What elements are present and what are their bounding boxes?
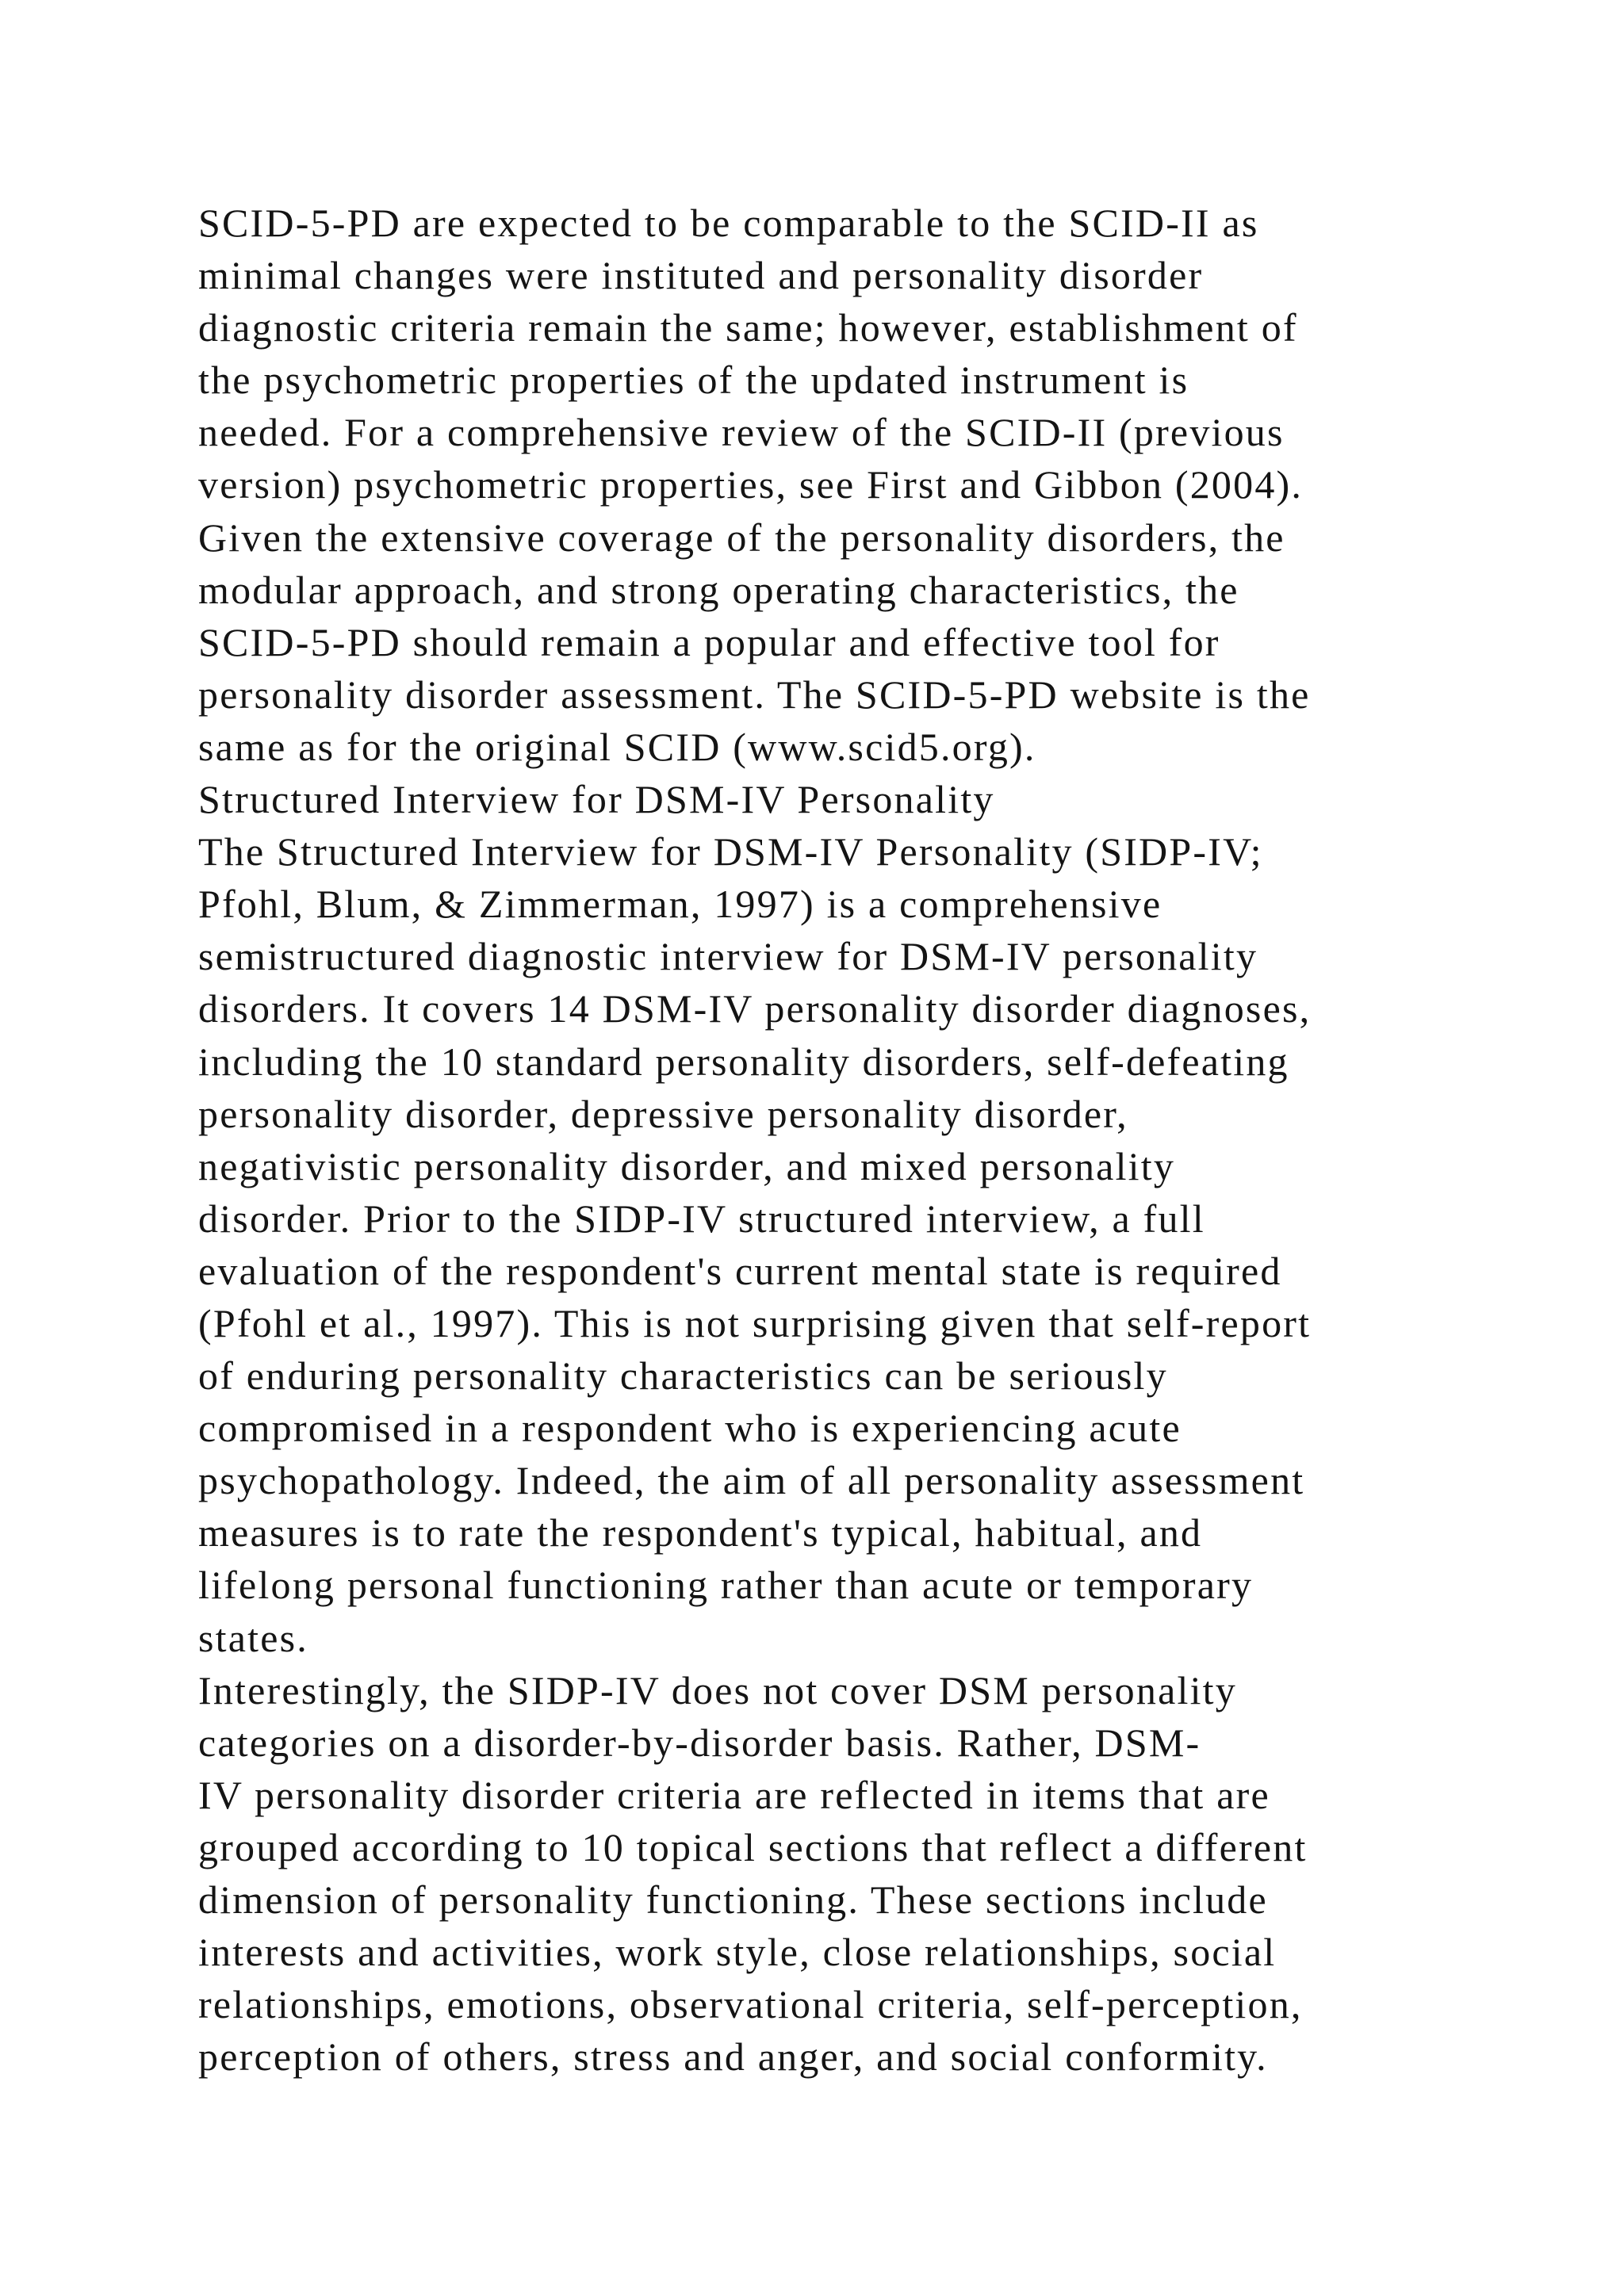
text-line: IV personality disorder criteria are reflected in items that are bbox=[198, 1772, 1270, 1817]
text-line: needed. For a comprehensive review of the SCID-II (previous bbox=[198, 410, 1285, 455]
text-line: SCID-5-PD are expected to be comparable to the SCID-II as bbox=[198, 201, 1259, 245]
text-line: interests and activities, work style, close relationships, social bbox=[198, 1930, 1277, 1975]
text-line: minimal changes were instituted and personality disorder bbox=[198, 253, 1204, 298]
text-line: states. bbox=[198, 1615, 308, 1660]
text-line: disorders. It covers 14 DSM-IV personality disorder diagnoses, bbox=[198, 986, 1312, 1031]
text-line: psychopathology. Indeed, the aim of all personality assessment bbox=[198, 1458, 1305, 1503]
text-line: Interestingly, the SIDP-IV does not cover DSM personality bbox=[198, 1667, 1237, 1712]
text-line: SCID-5-PD should remain a popular and effective tool for bbox=[198, 619, 1220, 664]
text-line: categories on a disorder-by-disorder basis. Rather, DSM- bbox=[198, 1720, 1201, 1765]
text-line: personality disorder assessment. The SCID-5-PD website is the bbox=[198, 672, 1311, 717]
text-line: the psychometric properties of the updated instrument is bbox=[198, 358, 1189, 403]
text-line: semistructured diagnostic interview for DSM-IV personality bbox=[198, 934, 1258, 979]
text-line: (Pfohl et al., 1997). This is not surprising given that self-report bbox=[198, 1300, 1312, 1345]
text-line: Given the extensive coverage of the personality disorders, the bbox=[198, 515, 1285, 560]
text-line: perception of others, stress and anger, and social conformity. bbox=[198, 2034, 1268, 2080]
text-line: compromised in a respondent who is experiencing acute bbox=[198, 1406, 1182, 1451]
text-line: relationships, emotions, observational criteria, self-perception, bbox=[198, 1982, 1303, 2027]
text-line: evaluation of the respondent's current mental state is required bbox=[198, 1248, 1282, 1293]
text-line: negativistic personality disorder, and mixed personality bbox=[198, 1143, 1176, 1188]
section-heading: Structured Interview for DSM-IV Personality bbox=[198, 777, 995, 822]
text-line: diagnostic criteria remain the same; however, establishment of bbox=[198, 305, 1298, 350]
text-line: Pfohl, Blum, & Zimmerman, 1997) is a comprehensive bbox=[198, 882, 1162, 927]
text-line: measures is to rate the respondent's typical, habitual, and bbox=[198, 1510, 1203, 1556]
text-line: grouped according to 10 topical sections that reflect a different bbox=[198, 1824, 1308, 1869]
text-line: modular approach, and strong operating characteristics, the bbox=[198, 567, 1239, 612]
text-line: lifelong personal functioning rather than acute or temporary bbox=[198, 1563, 1254, 1608]
text-line: dimension of personality functioning. These sections include bbox=[198, 1877, 1268, 1922]
text-line: The Structured Interview for DSM-IV Personality (SIDP-IV; bbox=[198, 829, 1263, 874]
text-line: same as for the original SCID (www.scid5.org). bbox=[198, 724, 1036, 769]
text-line: disorder. Prior to the SIDP-IV structured interview, a full bbox=[198, 1196, 1205, 1241]
text-line: personality disorder, depressive personality disorder, bbox=[198, 1091, 1128, 1136]
body-text bbox=[198, 197, 1610, 2083]
text-line: of enduring personality characteristics can be seriously bbox=[198, 1353, 1168, 1399]
text-line: version) psychometric properties, see First and Gibbon (2004). bbox=[198, 462, 1304, 507]
text-line: including the 10 standard personality disorders, self-defeating bbox=[198, 1039, 1289, 1084]
